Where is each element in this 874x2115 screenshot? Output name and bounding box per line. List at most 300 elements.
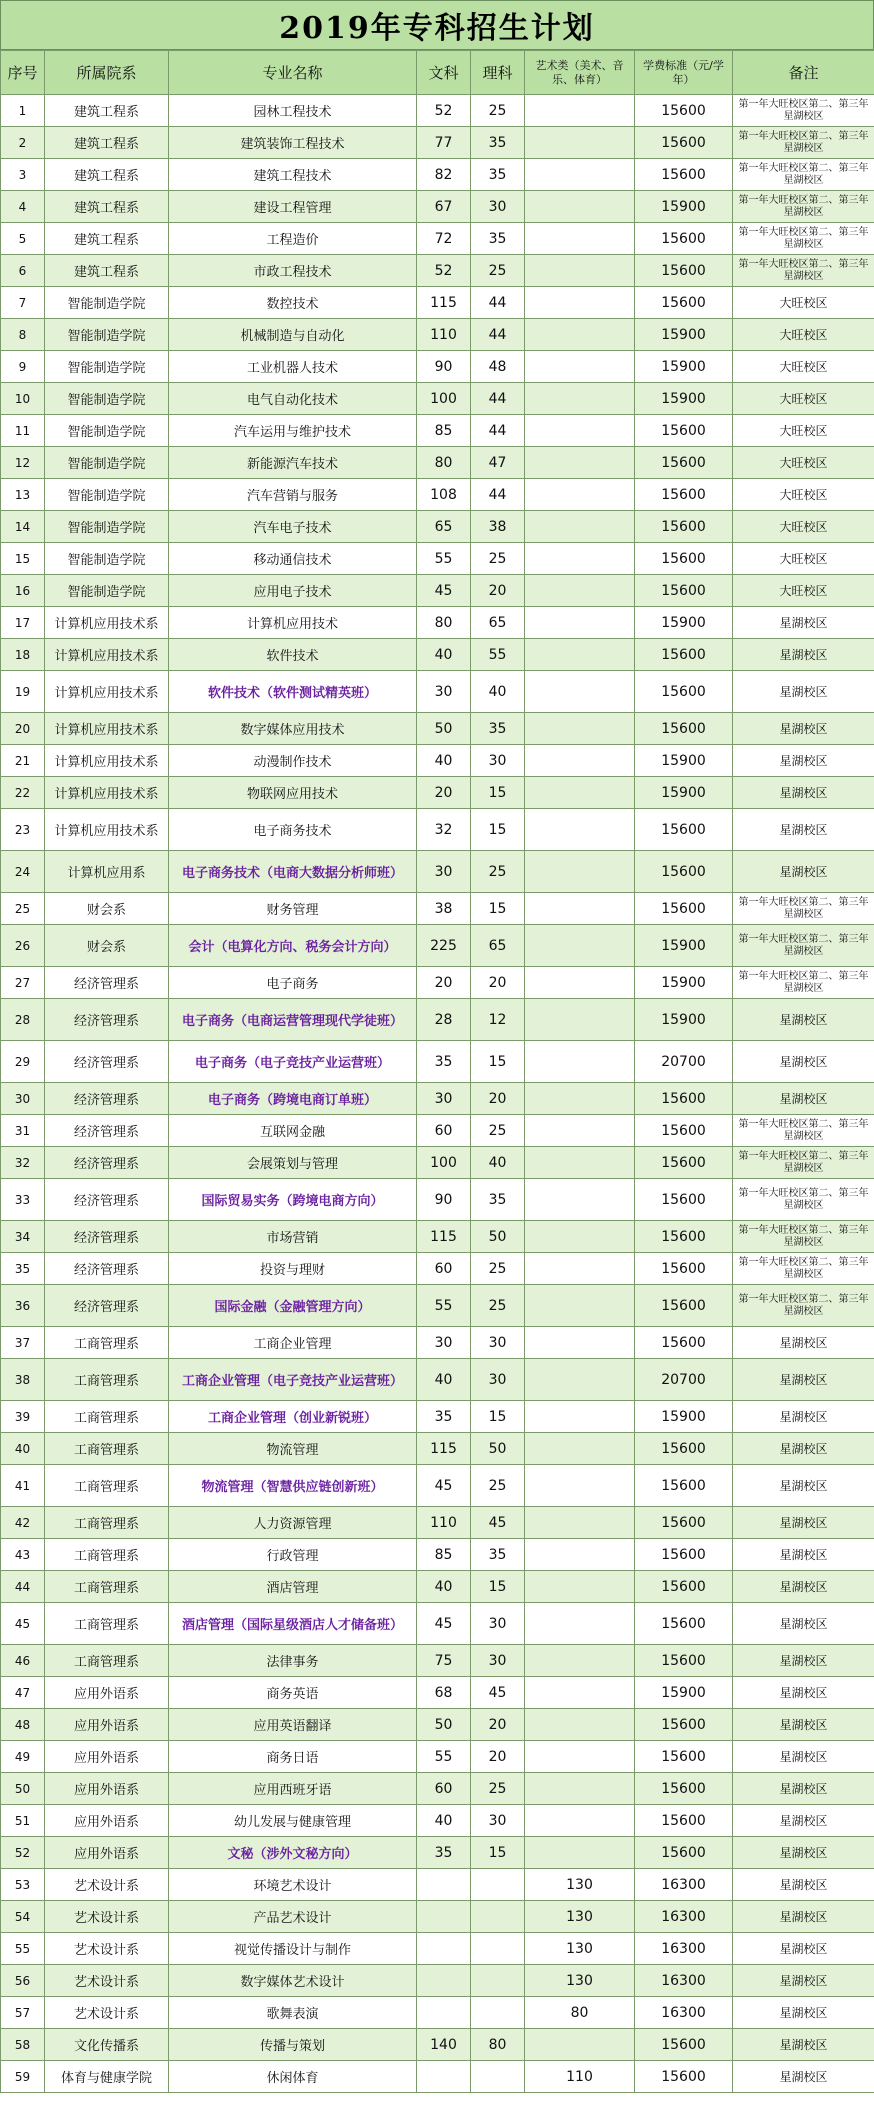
- table-cell-seq: 21: [1, 745, 45, 777]
- table-cell-dept: 建筑工程系: [45, 95, 169, 127]
- table-cell-wen: 55: [417, 1741, 471, 1773]
- table-cell-li: 45: [471, 1507, 525, 1539]
- header-dept: 所属院系: [45, 51, 169, 95]
- table-cell-wen: 90: [417, 351, 471, 383]
- table-cell-seq: 57: [1, 1997, 45, 2029]
- table-cell-dept: 艺术设计系: [45, 1933, 169, 1965]
- table-cell-note: 星湖校区: [733, 1507, 874, 1539]
- table-cell-major: 行政管理: [169, 1539, 417, 1571]
- table-cell-wen: [417, 1901, 471, 1933]
- table-cell-wen: [417, 1869, 471, 1901]
- table-cell-fee: 15600: [635, 127, 733, 159]
- table-cell-major: 园林工程技术: [169, 95, 417, 127]
- header-row: [1, 51, 874, 95]
- table-cell-dept: 财会系: [45, 893, 169, 925]
- table-cell-fee: 15600: [635, 159, 733, 191]
- table-cell-fee: 15600: [635, 1179, 733, 1221]
- table-row: [1, 1401, 874, 1433]
- table-cell-major: 建设工程管理: [169, 191, 417, 223]
- table-row: [1, 319, 874, 351]
- table-cell-note: 星湖校区: [733, 1837, 874, 1869]
- table-cell-major: 应用电子技术: [169, 575, 417, 607]
- table-cell-major: 商务英语: [169, 1677, 417, 1709]
- table-cell-wen: 60: [417, 1773, 471, 1805]
- table-cell-art: [525, 777, 635, 809]
- table-cell-art: [525, 383, 635, 415]
- table-row: [1, 1901, 874, 1933]
- table-cell-fee: 15600: [635, 255, 733, 287]
- table-cell-seq: 28: [1, 999, 45, 1041]
- table-cell-note: 星湖校区: [733, 1677, 874, 1709]
- table-row: [1, 287, 874, 319]
- table-row: [1, 1965, 874, 1997]
- table-cell-seq: 5: [1, 223, 45, 255]
- table-cell-fee: 15600: [635, 1083, 733, 1115]
- table-cell-li: 35: [471, 223, 525, 255]
- table-cell-li: 20: [471, 1709, 525, 1741]
- table-cell-note: 星湖校区: [733, 745, 874, 777]
- table-cell-major: 应用西班牙语: [169, 1773, 417, 1805]
- table-row: [1, 1645, 874, 1677]
- table-cell-major: 投资与理财: [169, 1253, 417, 1285]
- table-cell-major: 建筑工程技术: [169, 159, 417, 191]
- table-cell-major: 计算机应用技术: [169, 607, 417, 639]
- table-cell-major: 建筑装饰工程技术: [169, 127, 417, 159]
- table-cell-wen: 30: [417, 1083, 471, 1115]
- table-cell-fee: 15900: [635, 745, 733, 777]
- table-cell-fee: 15900: [635, 1401, 733, 1433]
- table-cell-wen: 85: [417, 415, 471, 447]
- table-row: [1, 639, 874, 671]
- table-cell-note: 第一年大旺校区第二、第三年星湖校区: [733, 127, 874, 159]
- table-row: [1, 383, 874, 415]
- table-cell-note: 星湖校区: [733, 851, 874, 893]
- table-row: [1, 1773, 874, 1805]
- table-cell-dept: 建筑工程系: [45, 255, 169, 287]
- table-cell-art: [525, 1253, 635, 1285]
- table-cell-li: 25: [471, 1115, 525, 1147]
- table-cell-fee: 15600: [635, 543, 733, 575]
- table-cell-art: [525, 1083, 635, 1115]
- table-cell-seq: 2: [1, 127, 45, 159]
- table-cell-seq: 4: [1, 191, 45, 223]
- table-cell-fee: 20700: [635, 1359, 733, 1401]
- table-row: [1, 1709, 874, 1741]
- table-row: [1, 893, 874, 925]
- table-cell-major: 工商企业管理: [169, 1327, 417, 1359]
- table-cell-seq: 44: [1, 1571, 45, 1603]
- table-cell-note: 星湖校区: [733, 1539, 874, 1571]
- table-cell-seq: 37: [1, 1327, 45, 1359]
- table-cell-li: 30: [471, 1645, 525, 1677]
- table-cell-dept: 智能制造学院: [45, 511, 169, 543]
- table-cell-seq: 45: [1, 1603, 45, 1645]
- table-cell-major: 市场营销: [169, 1221, 417, 1253]
- table-row: [1, 351, 874, 383]
- table-cell-note: 星湖校区: [733, 809, 874, 851]
- table-cell-dept: 文化传播系: [45, 2029, 169, 2061]
- table-cell-li: 20: [471, 1083, 525, 1115]
- table-cell-wen: 80: [417, 447, 471, 479]
- table-cell-note: 大旺校区: [733, 351, 874, 383]
- header-li: 理科: [471, 51, 525, 95]
- table-cell-seq: 19: [1, 671, 45, 713]
- table-cell-wen: 35: [417, 1837, 471, 1869]
- table-row: [1, 1327, 874, 1359]
- table-cell-li: 44: [471, 383, 525, 415]
- table-row: [1, 1741, 874, 1773]
- table-cell-wen: 52: [417, 95, 471, 127]
- table-cell-fee: 15600: [635, 1709, 733, 1741]
- table-cell-fee: 15600: [635, 511, 733, 543]
- table-cell-note: 星湖校区: [733, 1041, 874, 1083]
- table-cell-art: [525, 1041, 635, 1083]
- table-cell-major: 机械制造与自动化: [169, 319, 417, 351]
- table-row: [1, 1359, 874, 1401]
- header-wen: 文科: [417, 51, 471, 95]
- table-cell-art: [525, 447, 635, 479]
- table-cell-fee: 15600: [635, 1571, 733, 1603]
- table-row: [1, 191, 874, 223]
- table-cell-note: 星湖校区: [733, 1901, 874, 1933]
- table-row: [1, 1083, 874, 1115]
- table-cell-fee: 15600: [635, 1327, 733, 1359]
- table-cell-art: [525, 851, 635, 893]
- table-cell-wen: 50: [417, 1709, 471, 1741]
- table-row: [1, 543, 874, 575]
- table-cell-major: 电子商务（跨境电商订单班）: [169, 1083, 417, 1115]
- table-cell-fee: 15600: [635, 1539, 733, 1571]
- table-cell-li: 15: [471, 1401, 525, 1433]
- table-cell-major: 文秘（涉外文秘方向）: [169, 1837, 417, 1869]
- table-cell-note: 第一年大旺校区第二、第三年星湖校区: [733, 95, 874, 127]
- table-cell-dept: 艺术设计系: [45, 1965, 169, 1997]
- table-row: [1, 671, 874, 713]
- table-row: [1, 1041, 874, 1083]
- table-cell-major: 工商企业管理（电子竞技产业运营班）: [169, 1359, 417, 1401]
- table-cell-art: [525, 1401, 635, 1433]
- table-cell-li: [471, 1933, 525, 1965]
- table-cell-art: [525, 1603, 635, 1645]
- table-cell-art: [525, 1285, 635, 1327]
- table-cell-fee: 15600: [635, 1465, 733, 1507]
- table-cell-dept: 工商管理系: [45, 1507, 169, 1539]
- table-cell-li: [471, 1997, 525, 2029]
- table-cell-seq: 20: [1, 713, 45, 745]
- table-row: [1, 255, 874, 287]
- table-cell-note: 星湖校区: [733, 1773, 874, 1805]
- table-cell-major: 酒店管理（国际星级酒店人才储备班）: [169, 1603, 417, 1645]
- table-cell-wen: 110: [417, 319, 471, 351]
- table-cell-seq: 26: [1, 925, 45, 967]
- table-cell-fee: 16300: [635, 1869, 733, 1901]
- table-row: [1, 1933, 874, 1965]
- table-cell-note: 星湖校区: [733, 1433, 874, 1465]
- table-cell-major: 视觉传播设计与制作: [169, 1933, 417, 1965]
- table-row: [1, 2029, 874, 2061]
- table-cell-art: [525, 543, 635, 575]
- table-cell-major: 数控技术: [169, 287, 417, 319]
- table-cell-art: [525, 1327, 635, 1359]
- table-cell-note: 星湖校区: [733, 713, 874, 745]
- table-cell-major: 会计（电算化方向、税务会计方向）: [169, 925, 417, 967]
- table-cell-wen: 20: [417, 967, 471, 999]
- table-row: [1, 1179, 874, 1221]
- table-cell-major: 传播与策划: [169, 2029, 417, 2061]
- table-cell-major: 动漫制作技术: [169, 745, 417, 777]
- table-cell-art: [525, 893, 635, 925]
- table-cell-fee: 15600: [635, 893, 733, 925]
- table-cell-li: 65: [471, 607, 525, 639]
- table-cell-note: 星湖校区: [733, 1603, 874, 1645]
- table-cell-seq: 6: [1, 255, 45, 287]
- table-cell-fee: 15900: [635, 351, 733, 383]
- table-row: [1, 1285, 874, 1327]
- table-cell-dept: 经济管理系: [45, 1147, 169, 1179]
- table-cell-seq: 59: [1, 2061, 45, 2093]
- table-cell-seq: 56: [1, 1965, 45, 1997]
- table-cell-li: 25: [471, 543, 525, 575]
- table-cell-li: 48: [471, 351, 525, 383]
- table-cell-fee: 15600: [635, 1115, 733, 1147]
- table-cell-art: [525, 415, 635, 447]
- table-cell-dept: 工商管理系: [45, 1359, 169, 1401]
- table-cell-wen: 225: [417, 925, 471, 967]
- table-cell-wen: 40: [417, 639, 471, 671]
- table-cell-major: 休闲体育: [169, 2061, 417, 2093]
- table-cell-fee: 16300: [635, 1901, 733, 1933]
- table-cell-seq: 41: [1, 1465, 45, 1507]
- table-cell-wen: 20: [417, 777, 471, 809]
- table-cell-art: [525, 255, 635, 287]
- table-cell-fee: 15600: [635, 1433, 733, 1465]
- table-cell-seq: 17: [1, 607, 45, 639]
- table-cell-wen: 100: [417, 1147, 471, 1179]
- table-cell-li: 80: [471, 2029, 525, 2061]
- table-cell-note: 星湖校区: [733, 1401, 874, 1433]
- table-cell-wen: 32: [417, 809, 471, 851]
- table-cell-art: [525, 1179, 635, 1221]
- table-cell-li: 35: [471, 127, 525, 159]
- table-cell-fee: 15900: [635, 607, 733, 639]
- table-cell-li: [471, 1869, 525, 1901]
- table-cell-art: [525, 575, 635, 607]
- table-cell-li: 15: [471, 893, 525, 925]
- table-cell-note: 第一年大旺校区第二、第三年星湖校区: [733, 255, 874, 287]
- table-cell-major: 工商企业管理（创业新锐班）: [169, 1401, 417, 1433]
- table-row: [1, 1465, 874, 1507]
- table-cell-art: [525, 713, 635, 745]
- header-note: 备注: [733, 51, 874, 95]
- table-row: [1, 925, 874, 967]
- table-cell-art: 130: [525, 1965, 635, 1997]
- table-cell-dept: 体育与健康学院: [45, 2061, 169, 2093]
- table-cell-major: 产品艺术设计: [169, 1901, 417, 1933]
- table-cell-note: 星湖校区: [733, 2029, 874, 2061]
- table-cell-li: 40: [471, 1147, 525, 1179]
- table-cell-fee: 15900: [635, 999, 733, 1041]
- table-row: [1, 575, 874, 607]
- table-row: [1, 415, 874, 447]
- table-cell-art: [525, 1147, 635, 1179]
- table-cell-art: [525, 607, 635, 639]
- table-cell-dept: 艺术设计系: [45, 1869, 169, 1901]
- table-cell-note: 大旺校区: [733, 575, 874, 607]
- table-cell-seq: 18: [1, 639, 45, 671]
- table-cell-li: 25: [471, 1253, 525, 1285]
- table-cell-dept: 智能制造学院: [45, 447, 169, 479]
- table-cell-dept: 计算机应用技术系: [45, 639, 169, 671]
- table-cell-fee: 15900: [635, 1677, 733, 1709]
- table-cell-fee: 15600: [635, 639, 733, 671]
- table-cell-seq: 30: [1, 1083, 45, 1115]
- table-cell-li: 38: [471, 511, 525, 543]
- table-cell-li: 25: [471, 851, 525, 893]
- table-cell-fee: 15600: [635, 1253, 733, 1285]
- table-cell-seq: 49: [1, 1741, 45, 1773]
- table-cell-fee: 15900: [635, 383, 733, 415]
- table-cell-art: [525, 191, 635, 223]
- table-cell-art: [525, 1805, 635, 1837]
- table-row: [1, 1571, 874, 1603]
- table-cell-fee: 16300: [635, 1933, 733, 1965]
- table-cell-note: 星湖校区: [733, 1083, 874, 1115]
- table-cell-major: 环境艺术设计: [169, 1869, 417, 1901]
- table-cell-dept: 财会系: [45, 925, 169, 967]
- table-cell-li: 15: [471, 1041, 525, 1083]
- table-cell-li: 15: [471, 1571, 525, 1603]
- table-cell-dept: 工商管理系: [45, 1401, 169, 1433]
- table-cell-major: 市政工程技术: [169, 255, 417, 287]
- table-cell-seq: 39: [1, 1401, 45, 1433]
- table-cell-major: 应用英语翻译: [169, 1709, 417, 1741]
- table-cell-fee: 15600: [635, 1837, 733, 1869]
- table-cell-dept: 建筑工程系: [45, 191, 169, 223]
- table-cell-fee: 15600: [635, 1147, 733, 1179]
- table-cell-li: 35: [471, 713, 525, 745]
- table-cell-major: 新能源汽车技术: [169, 447, 417, 479]
- table-cell-major: 汽车营销与服务: [169, 479, 417, 511]
- table-cell-li: [471, 1901, 525, 1933]
- table-cell-note: 第一年大旺校区第二、第三年星湖校区: [733, 1221, 874, 1253]
- table-cell-fee: 15900: [635, 777, 733, 809]
- table-cell-seq: 32: [1, 1147, 45, 1179]
- table-cell-seq: 40: [1, 1433, 45, 1465]
- table-cell-seq: 1: [1, 95, 45, 127]
- table-cell-note: 星湖校区: [733, 1741, 874, 1773]
- table-cell-major: 歌舞表演: [169, 1997, 417, 2029]
- table-cell-wen: 68: [417, 1677, 471, 1709]
- table-cell-dept: 经济管理系: [45, 1115, 169, 1147]
- table-cell-seq: 13: [1, 479, 45, 511]
- table-cell-major: 电子商务: [169, 967, 417, 999]
- table-cell-dept: 智能制造学院: [45, 319, 169, 351]
- table-cell-note: 大旺校区: [733, 511, 874, 543]
- table-cell-seq: 51: [1, 1805, 45, 1837]
- table-cell-wen: 115: [417, 1221, 471, 1253]
- table-cell-seq: 23: [1, 809, 45, 851]
- table-cell-note: 星湖校区: [733, 1997, 874, 2029]
- table-cell-note: 星湖校区: [733, 1709, 874, 1741]
- table-cell-dept: 艺术设计系: [45, 1997, 169, 2029]
- table-cell-seq: 50: [1, 1773, 45, 1805]
- table-cell-fee: 15600: [635, 1645, 733, 1677]
- table-row: [1, 809, 874, 851]
- table-cell-art: [525, 745, 635, 777]
- table-cell-fee: 15600: [635, 1773, 733, 1805]
- table-cell-seq: 47: [1, 1677, 45, 1709]
- table-cell-fee: 15600: [635, 1285, 733, 1327]
- table-cell-seq: 38: [1, 1359, 45, 1401]
- table-cell-wen: 40: [417, 745, 471, 777]
- table-cell-wen: 52: [417, 255, 471, 287]
- table-cell-art: [525, 223, 635, 255]
- table-cell-wen: 55: [417, 1285, 471, 1327]
- table-cell-major: 幼儿发展与健康管理: [169, 1805, 417, 1837]
- table-cell-art: [525, 671, 635, 713]
- table-cell-major: 数字媒体应用技术: [169, 713, 417, 745]
- table-cell-dept: 经济管理系: [45, 1221, 169, 1253]
- table-body: [1, 95, 874, 2093]
- table-cell-dept: 应用外语系: [45, 1709, 169, 1741]
- table-row: [1, 127, 874, 159]
- table-row: [1, 1837, 874, 1869]
- table-cell-wen: 45: [417, 1603, 471, 1645]
- table-row: [1, 1539, 874, 1571]
- table-cell-wen: 140: [417, 2029, 471, 2061]
- table-cell-art: [525, 159, 635, 191]
- table-cell-major: 法律事务: [169, 1645, 417, 1677]
- table-cell-art: [525, 999, 635, 1041]
- table-cell-art: [525, 1571, 635, 1603]
- table-cell-li: [471, 1965, 525, 1997]
- table-cell-dept: 经济管理系: [45, 1179, 169, 1221]
- table-cell-wen: 85: [417, 1539, 471, 1571]
- table-row: [1, 607, 874, 639]
- header-seq: 序号: [1, 51, 45, 95]
- table-cell-li: 25: [471, 1285, 525, 1327]
- table-cell-art: [525, 1741, 635, 1773]
- table-row: [1, 1677, 874, 1709]
- table-cell-art: [525, 511, 635, 543]
- table-cell-fee: 16300: [635, 1997, 733, 2029]
- table-cell-li: 30: [471, 1359, 525, 1401]
- table-cell-li: 50: [471, 1221, 525, 1253]
- table-cell-wen: [417, 1933, 471, 1965]
- table-cell-note: 星湖校区: [733, 1869, 874, 1901]
- table-cell-li: 30: [471, 1327, 525, 1359]
- table-cell-major: 电子商务技术: [169, 809, 417, 851]
- table-cell-seq: 15: [1, 543, 45, 575]
- table-cell-note: 星湖校区: [733, 999, 874, 1041]
- table-cell-seq: 16: [1, 575, 45, 607]
- table-cell-major: 电子商务技术（电商大数据分析师班）: [169, 851, 417, 893]
- table-row: [1, 95, 874, 127]
- table-cell-dept: 应用外语系: [45, 1741, 169, 1773]
- table-cell-dept: 工商管理系: [45, 1465, 169, 1507]
- table-cell-li: 25: [471, 1465, 525, 1507]
- table-cell-note: 第一年大旺校区第二、第三年星湖校区: [733, 1179, 874, 1221]
- table-cell-li: 45: [471, 1677, 525, 1709]
- table-cell-wen: 67: [417, 191, 471, 223]
- table-cell-major: 汽车运用与维护技术: [169, 415, 417, 447]
- table-cell-wen: 45: [417, 575, 471, 607]
- table-cell-fee: 15600: [635, 287, 733, 319]
- table-cell-note: 星湖校区: [733, 777, 874, 809]
- header-major: 专业名称: [169, 51, 417, 95]
- table-cell-seq: 22: [1, 777, 45, 809]
- table-cell-fee: 15600: [635, 1603, 733, 1645]
